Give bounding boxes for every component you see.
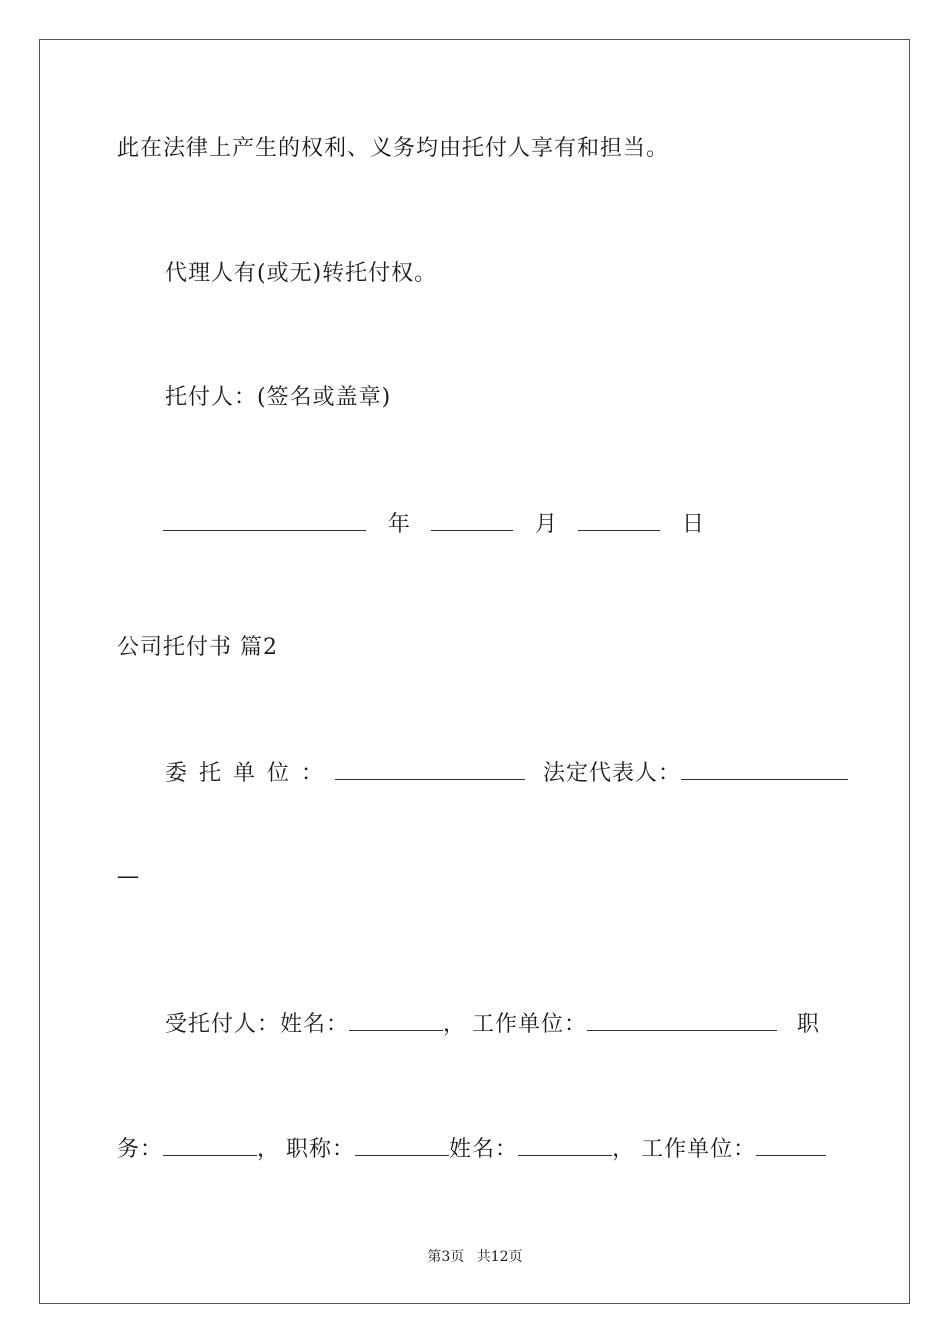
- page-frame: [39, 39, 910, 1304]
- entrust-line: [165, 757, 848, 789]
- paragraph-subdelegation: 代理人有(或无)转托付权。: [165, 261, 438, 286]
- day-label: 日: [682, 512, 706, 537]
- entrust-unit-blank[interactable]: [335, 757, 525, 780]
- work-unit-label-2: 工作单位：: [641, 1137, 757, 1162]
- agent-line: [165, 1008, 820, 1040]
- paragraph-principal-signature: 托付人：(签名或盖章): [165, 385, 392, 410]
- agent-name-blank[interactable]: [349, 1008, 443, 1031]
- legal-rep-blank[interactable]: [681, 757, 848, 780]
- position-label-start: 职: [797, 1012, 821, 1037]
- duty-comma: ，: [257, 1137, 281, 1162]
- month-blank[interactable]: [431, 508, 513, 531]
- paragraph-rights: 此在法律上产生的权利、义务均由托付人享有和担当。: [117, 136, 670, 161]
- agent-work-unit-label: 工作单位：: [472, 1012, 588, 1037]
- page-footer: [0, 1246, 950, 1266]
- dash-continuation: —: [117, 864, 140, 889]
- page-current: 第3页: [427, 1249, 465, 1265]
- name-blank[interactable]: [518, 1133, 612, 1156]
- duty-label: 务：: [117, 1137, 164, 1162]
- section-title: 公司托付书 篇2: [117, 635, 278, 660]
- legal-rep-label: 法定代表人：: [543, 761, 682, 786]
- date-line: [163, 508, 705, 540]
- duty-line: [117, 1133, 826, 1165]
- title-label: 职称：: [286, 1137, 356, 1162]
- year-label: 年: [388, 512, 412, 537]
- agent-work-unit-blank[interactable]: [587, 1008, 777, 1031]
- page-total: 共12页: [476, 1249, 523, 1265]
- year-blank[interactable]: [163, 508, 366, 531]
- work-unit-blank-2[interactable]: [756, 1133, 826, 1156]
- agent-comma: ，: [443, 1012, 467, 1037]
- name-label: 姓名：: [449, 1137, 519, 1162]
- title-blank[interactable]: [355, 1133, 449, 1156]
- day-blank[interactable]: [578, 508, 660, 531]
- agent-name-label: 受托付人：姓名：: [165, 1012, 350, 1037]
- duty-blank[interactable]: [163, 1133, 257, 1156]
- entrust-unit-label: 委托单位：: [165, 761, 336, 786]
- name-comma: ，: [612, 1137, 636, 1162]
- month-label: 月: [535, 512, 559, 537]
